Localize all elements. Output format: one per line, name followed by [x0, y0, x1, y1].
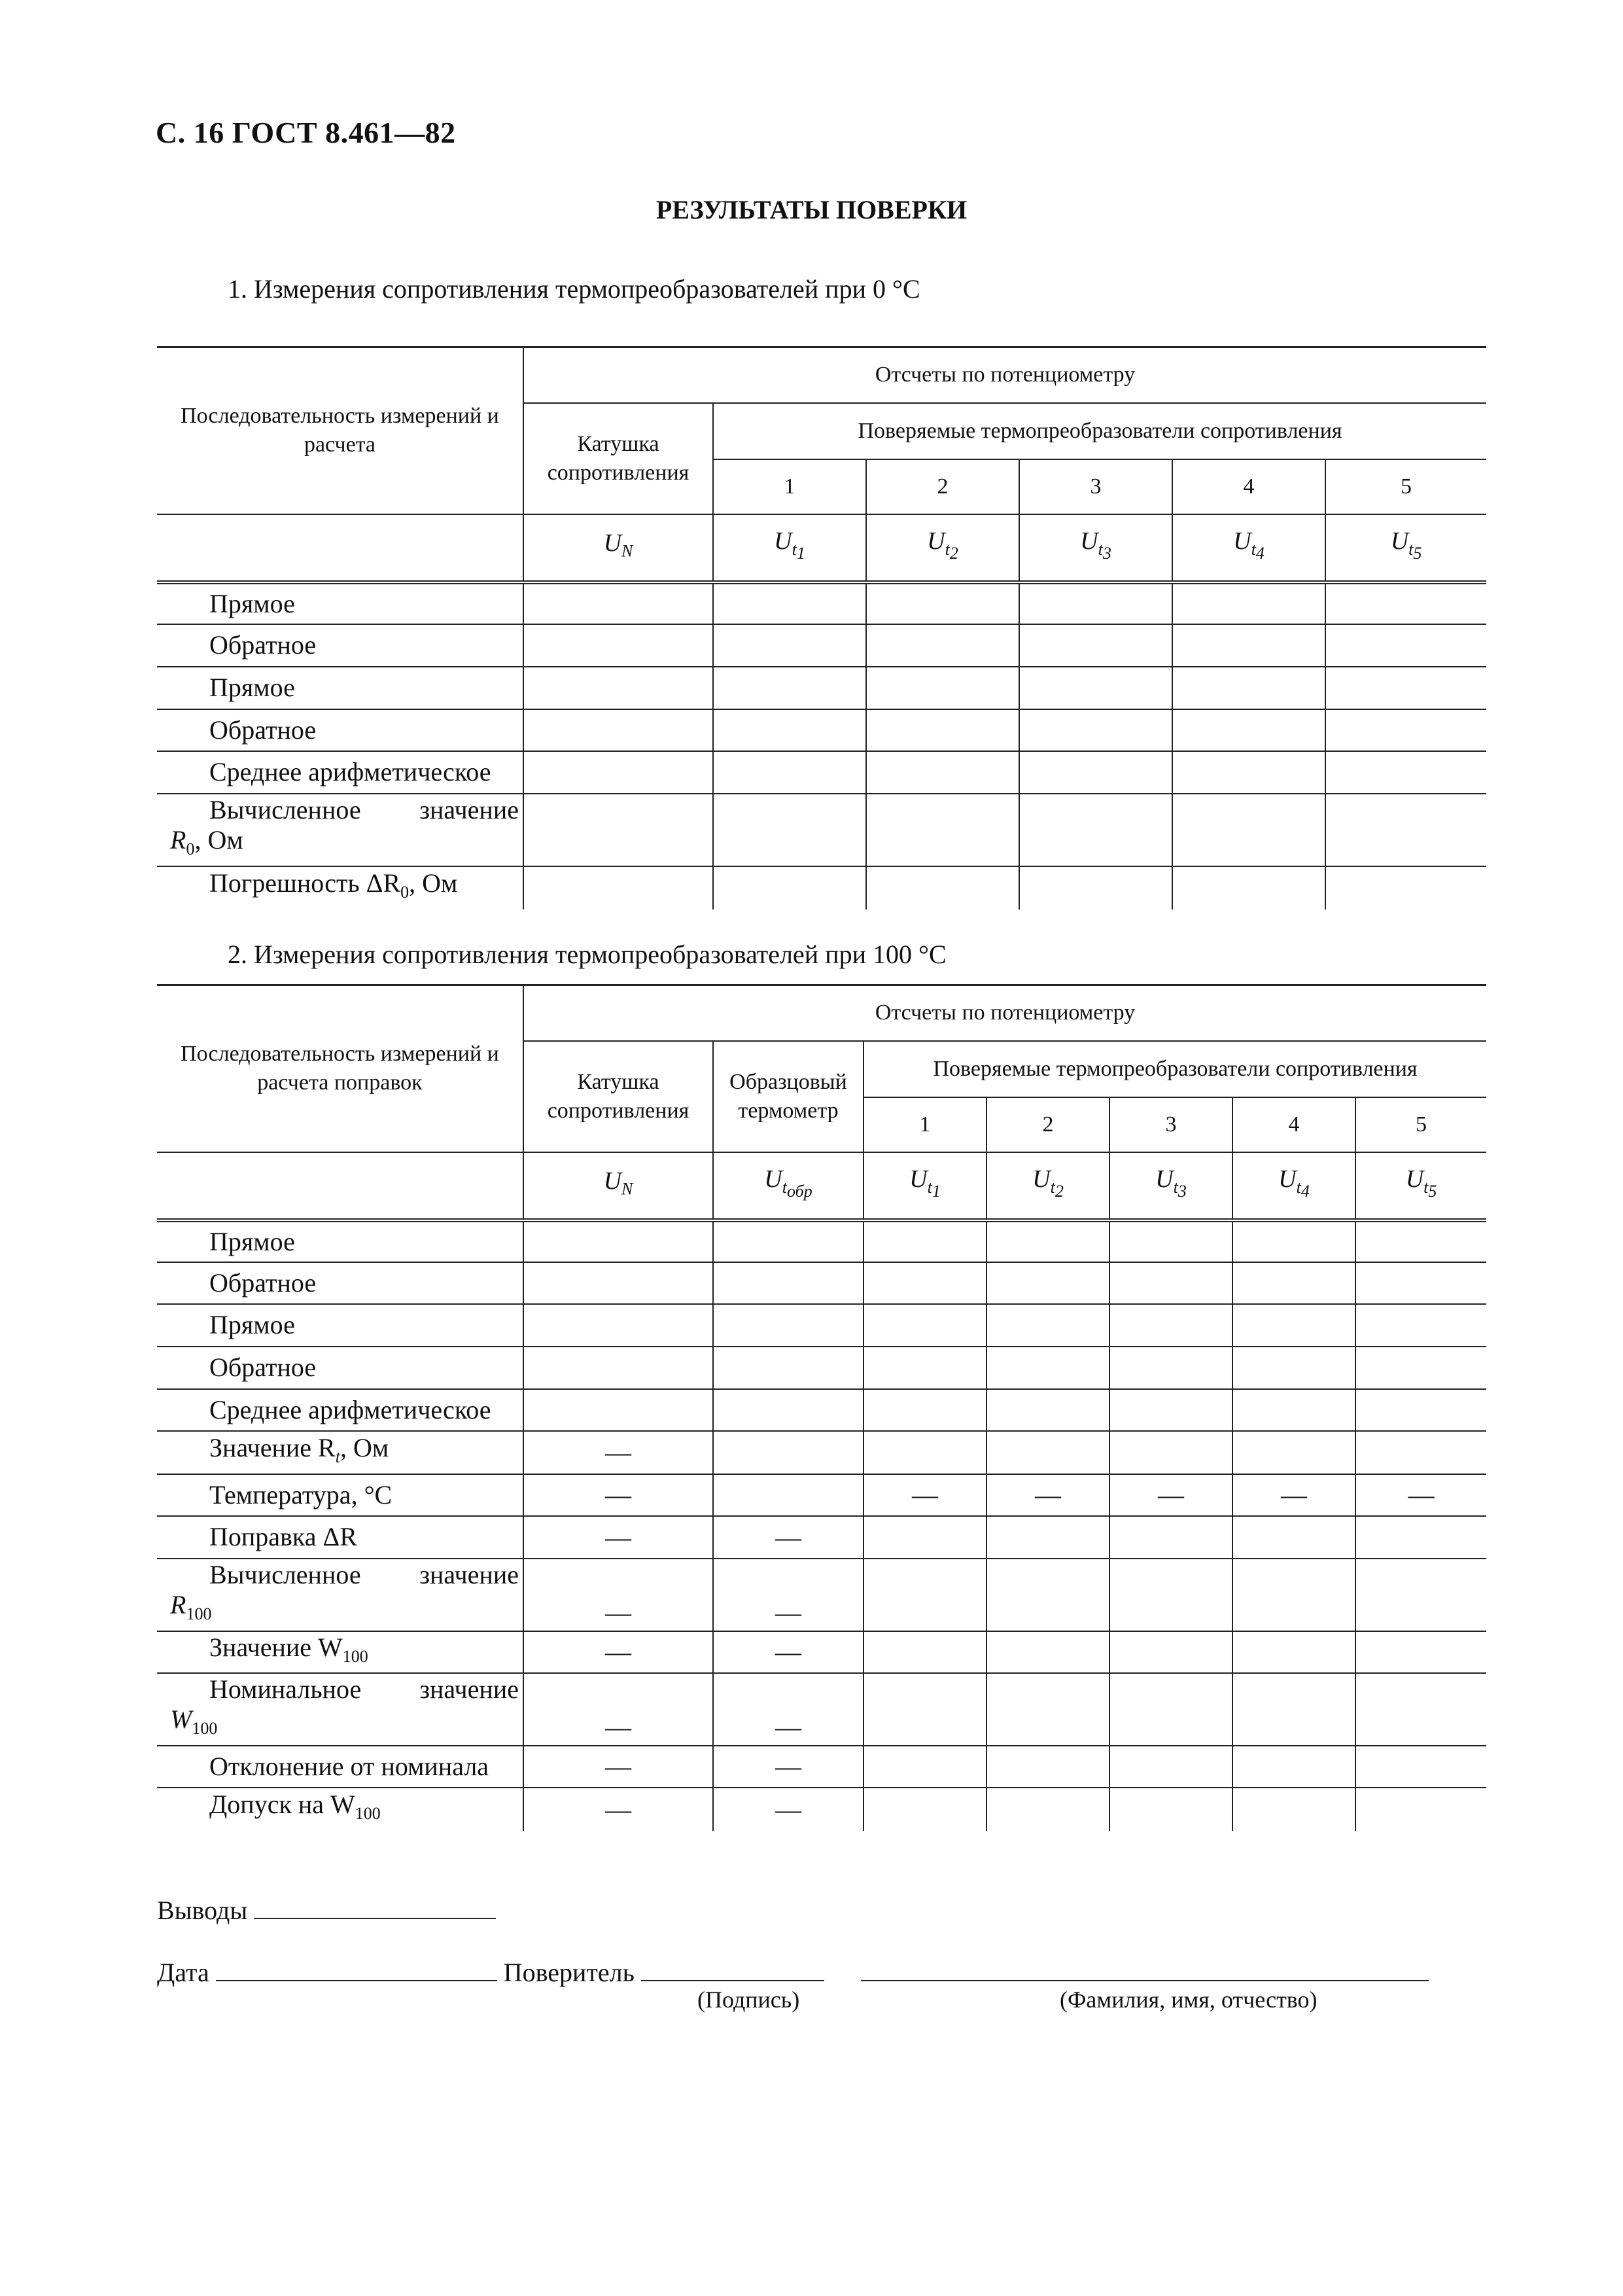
dash-cell: — [1355, 1474, 1486, 1516]
header-num-1: 1 [713, 459, 866, 514]
symbol-un: $U_N$ [523, 1152, 713, 1220]
dash-cell: — [1109, 1474, 1232, 1516]
dash-cell: — [523, 1516, 713, 1559]
dash-cell: — [523, 1431, 713, 1474]
row-label: Среднее арифметическое [157, 751, 523, 794]
row-label: Прямое [157, 582, 523, 624]
header-num-1: 1 [864, 1097, 986, 1152]
header-coil: Катушка сопротивления [523, 403, 713, 514]
table-row [157, 1347, 1486, 1389]
date-blank[interactable] [216, 1956, 497, 1981]
symbol-ut5: $U_{t_5}$ [1355, 1152, 1486, 1220]
table-row [157, 582, 1486, 624]
row-label: Обратное [157, 624, 523, 667]
dash-cell: — [713, 1673, 864, 1746]
symbol-ut4: $U_{t_4}$ [1172, 514, 1325, 582]
signature-caption: (Подпись) [697, 1987, 800, 2013]
header-tested: Поверяемые термопреобразователи сопротивления [864, 1041, 1486, 1097]
row-label: Среднее арифметическое [157, 1389, 523, 1431]
table-row [157, 1474, 1486, 1516]
row-label: Отклонение от номинала [157, 1746, 523, 1788]
header-potentiometer: Отсчеты по потенциометру [523, 347, 1486, 403]
row-label: Вычисленное значение $R_0$, Ом [157, 794, 523, 866]
table-row [157, 1631, 1486, 1673]
conclusions-blank[interactable] [254, 1894, 496, 1919]
header-num-3: 3 [1109, 1097, 1232, 1152]
symbol-ut-ref: $U_{t_{обр}}$ [713, 1152, 864, 1220]
header-num-3: 3 [1019, 459, 1172, 514]
symbol-ut2: $U_{t_2}$ [866, 514, 1019, 582]
row-label: Поправка ΔR [157, 1516, 523, 1559]
header-num-5: 5 [1355, 1097, 1486, 1152]
header-blank [157, 514, 523, 582]
row-label: Обратное [157, 709, 523, 751]
header-potentiometer: Отсчеты по потенциометру [523, 985, 1486, 1041]
header-reference-thermometer: Образцовый термометр [713, 1041, 864, 1152]
row-label: Значение $R_t$, Ом [157, 1431, 523, 1474]
table-row [157, 1262, 1486, 1304]
dash-cell: — [523, 1474, 713, 1516]
table-row [157, 667, 1486, 709]
symbol-un: $U_N$ [523, 514, 713, 582]
dash-cell: — [1232, 1474, 1355, 1516]
symbol-ut4: $U_{t_4}$ [1232, 1152, 1355, 1220]
dash-cell: — [523, 1631, 713, 1673]
row-label: Прямое [157, 667, 523, 709]
fullname-blank[interactable] [861, 1956, 1429, 1981]
dash-cell: — [713, 1746, 864, 1788]
signature-blank[interactable] [641, 1956, 824, 1981]
dash-cell: — [986, 1474, 1109, 1516]
verifier-label: Поверитель [503, 1958, 635, 1987]
row-label: Вычисленное значение $R_{100}$ [157, 1559, 523, 1631]
header-coil: Катушка сопротивления [523, 1041, 713, 1152]
table-row [157, 1389, 1486, 1431]
dash-cell: — [713, 1516, 864, 1559]
symbol-ut1: $U_{t_1}$ [713, 514, 866, 582]
table-measurements-0c [157, 346, 1486, 910]
table-row [157, 751, 1486, 794]
signature-line [157, 1956, 1429, 1988]
table-row [157, 624, 1486, 667]
table-row [157, 1516, 1486, 1559]
symbol-ut3: $U_{t_3}$ [1019, 514, 1172, 582]
section-2-title: 2. Измерения сопротивления термопреобразователей при 100 °С [228, 940, 947, 969]
dash-cell: — [713, 1559, 864, 1631]
fullname-caption: (Фамилия, имя, отчество) [1060, 1987, 1318, 2013]
dash-cell: — [713, 1788, 864, 1831]
table-row [157, 1788, 1486, 1831]
dash-cell: — [523, 1746, 713, 1788]
row-label: Допуск на $W_{100}$ [157, 1788, 523, 1831]
row-label: Обратное [157, 1347, 523, 1389]
dash-cell: — [523, 1673, 713, 1746]
row-label: Температура, °С [157, 1474, 523, 1516]
section-1-title: 1. Измерения сопротивления термопреобразователей при 0 °С [228, 274, 920, 304]
header-sequence: Последовательность измерений и расчета поправок [157, 985, 523, 1152]
date-label: Дата [157, 1958, 209, 1987]
table-row [157, 1431, 1486, 1474]
row-label: Значение $W_{100}$ [157, 1631, 523, 1673]
document-title: РЕЗУЛЬТАТЫ ПОВЕРКИ [655, 195, 968, 224]
header-num-2: 2 [866, 459, 1019, 514]
row-label: Погрешность $\Delta R_0$, Ом [157, 866, 523, 910]
symbol-ut1: $U_{t_1}$ [864, 1152, 986, 1220]
header-tested: Поверяемые термопреобразователи сопротивления [713, 403, 1486, 459]
symbol-ut5: $U_{t_5}$ [1325, 514, 1486, 582]
dash-cell: — [523, 1788, 713, 1831]
symbol-ut2: $U_{t_2}$ [986, 1152, 1109, 1220]
header-num-5: 5 [1325, 459, 1486, 514]
header-num-4: 4 [1172, 459, 1325, 514]
conclusions-label: Выводы [157, 1896, 248, 1925]
dash-cell: — [713, 1631, 864, 1673]
header-num-2: 2 [986, 1097, 1109, 1152]
header-num-4: 4 [1232, 1097, 1355, 1152]
table-measurements-100c [157, 984, 1486, 1831]
table-row [157, 866, 1486, 910]
table-row [157, 1559, 1486, 1631]
row-label: Номинальное значение $W_{100}$ [157, 1673, 523, 1746]
page-header: С. 16 ГОСТ 8.461—82 [156, 116, 456, 149]
conclusions-line [157, 1894, 496, 1926]
header-blank [157, 1152, 523, 1220]
table-row [157, 1304, 1486, 1347]
table-row [157, 709, 1486, 751]
dash-cell: — [523, 1559, 713, 1631]
row-label: Обратное [157, 1262, 523, 1304]
header-sequence: Последовательность измерений и расчета [157, 347, 523, 514]
row-label: Прямое [157, 1304, 523, 1347]
dash-cell: — [864, 1474, 986, 1516]
table-row [157, 1673, 1486, 1746]
table-row [157, 1220, 1486, 1262]
symbol-ut3: $U_{t_3}$ [1109, 1152, 1232, 1220]
table-row [157, 794, 1486, 866]
row-label: Прямое [157, 1220, 523, 1262]
table-row [157, 1746, 1486, 1788]
